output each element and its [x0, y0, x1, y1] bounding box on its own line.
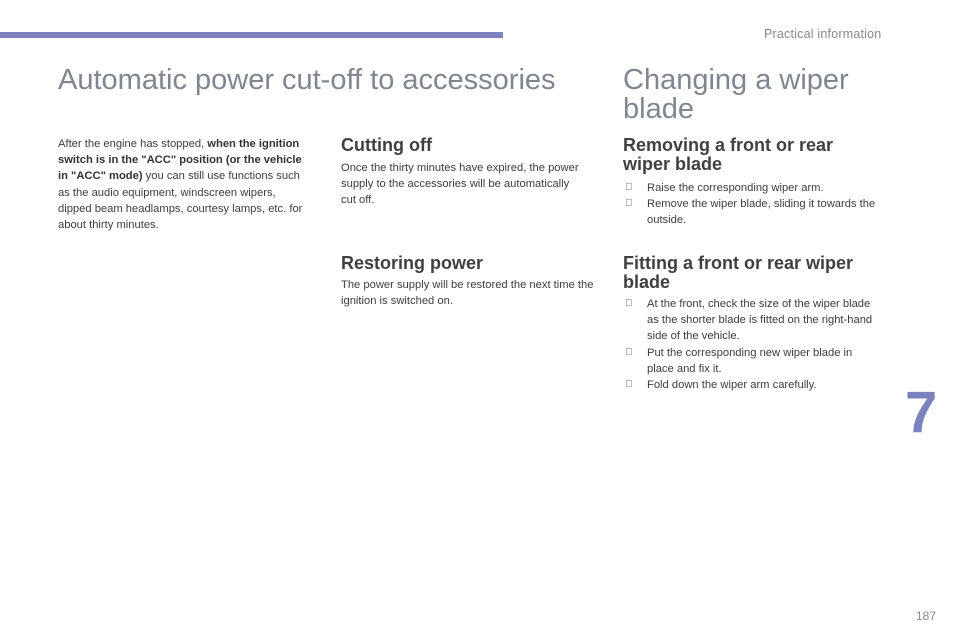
heading-cutting-off: Cutting off: [341, 135, 432, 155]
heading-removing-blade: Removing a front or rear wiper blade: [623, 135, 834, 174]
cutting-off-text: Once the thirty minutes have expired, the power supply to the accessories will be automatically cut off.: [341, 162, 579, 207]
checkbox-bullet-icon: [625, 180, 633, 196]
step-text: At the front, check the size of the wiper blade as the shorter blade is fitted on the right-hand side of the vehicle.: [647, 298, 873, 343]
page-title-power-cutoff: Automatic power cut-off to accessories: [58, 64, 556, 96]
step-text: Remove the wiper blade, sliding it towards the outside.: [647, 198, 876, 227]
intro-rest: you can still use functions such as the audio equipment, windscreen wipers, dipped beam headlamps, courtesy lamps, etc. for about thirty minutes.: [58, 170, 303, 232]
checkbox-bullet-icon: [625, 345, 633, 361]
intro-lead: After the engine has stopped,: [58, 138, 208, 150]
checkbox-bullet-icon: [625, 377, 633, 393]
step-text: Fold down the wiper arm carefully.: [647, 379, 817, 392]
step-text: Put the corresponding new wiper blade in place and fix it.: [647, 346, 853, 375]
page-number: 187: [916, 609, 937, 623]
page-title-wiper-blade: Changing a wiper blade: [623, 64, 849, 125]
removing-steps-list: [623, 180, 888, 229]
heading-fitting-blade: Fitting a front or rear wiper blade: [623, 253, 854, 292]
list-item: [623, 377, 881, 393]
list-item: [623, 180, 888, 196]
list-item: [623, 196, 888, 228]
list-item: [623, 345, 881, 377]
checkbox-bullet-icon: [625, 196, 633, 212]
intro-paragraph: [58, 136, 308, 233]
checkbox-bullet-icon: [625, 296, 633, 312]
list-item: [623, 296, 881, 345]
section-name: Practical information: [764, 27, 882, 41]
header-accent-bar: [0, 32, 503, 38]
intro-bold: when the ignition switch is in the "ACC" position (or the vehicle in "ACC" mode): [58, 138, 302, 183]
chapter-number: 7: [905, 380, 938, 445]
fitting-steps-list: [623, 296, 881, 393]
restoring-power-text: The power supply will be restored the next time the ignition is switched on.: [341, 279, 594, 308]
step-text: Raise the corresponding wiper arm.: [647, 182, 824, 194]
heading-restoring-power: Restoring power: [341, 253, 484, 273]
